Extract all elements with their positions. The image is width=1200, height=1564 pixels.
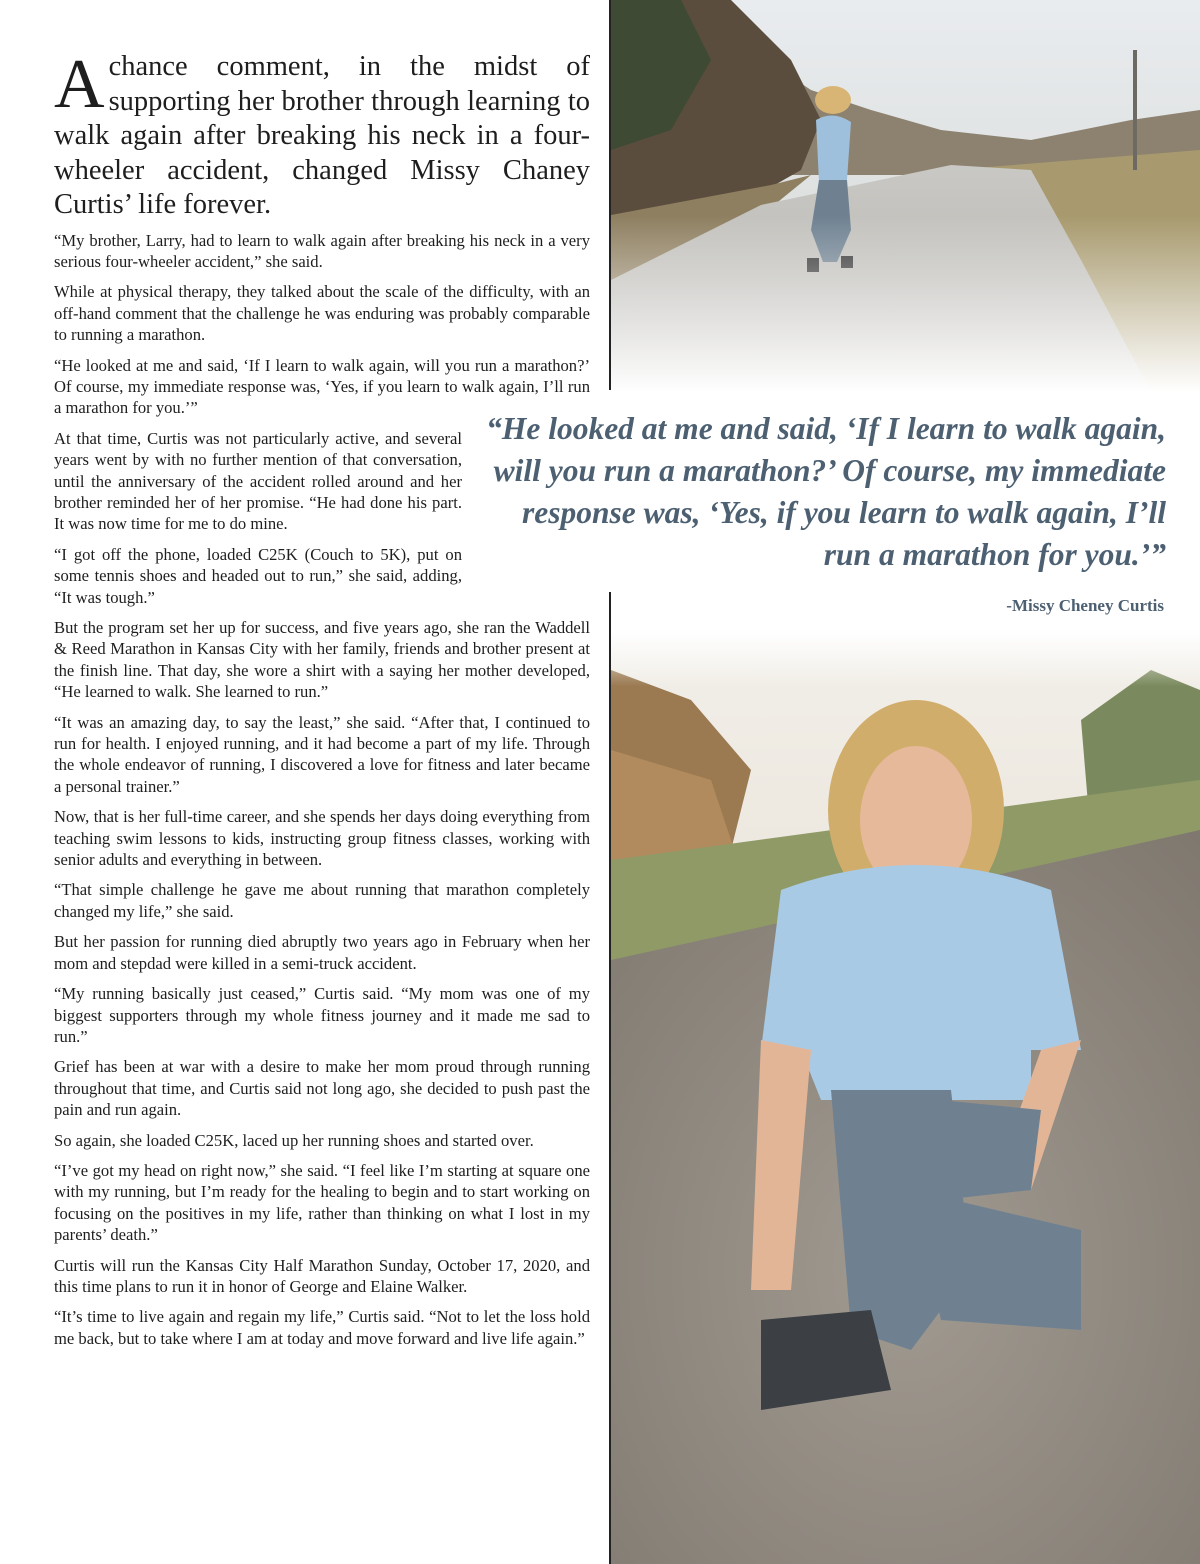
lead-text: chance comment, in the midst of supporting her brother through learning to walk again after breaking his neck in a four-wheeler accident, changed Missy Chaney Curtis’ life forever. bbox=[54, 51, 590, 220]
drop-cap: A bbox=[54, 46, 105, 123]
paragraph: “I got off the phone, loaded C25K (Couch to 5K), put on some tennis shoes and headed out to run,” she said, adding, “It was tough.” bbox=[54, 544, 462, 607]
paragraph: “That simple challenge he gave me about running that marathon completely changed my life,” she said. bbox=[54, 880, 590, 921]
pull-quote-attribution: -Missy Cheney Curtis bbox=[1006, 596, 1164, 615]
paragraph: While at physical therapy, they talked about the scale of the difficulty, with an off-hand comment that the challenge he was enduring was probably comparable to running a marathon. bbox=[54, 282, 590, 345]
paragraph: Curtis will run the Kansas City Half Marathon Sunday, October 17, 2020, and this time plans to run it in honor of George and Elaine Walker. bbox=[54, 1255, 590, 1296]
paragraph: “My brother, Larry, had to learn to walk again after breaking his neck in a very serious four-wheeler accident,” she said. bbox=[54, 230, 590, 271]
article-lead bbox=[54, 46, 590, 223]
paragraph: “He looked at me and said, ‘If I learn to walk again, will you run a marathon?’ Of course, my immediate response was, ‘Yes, if you learn to walk again, I’ll run a marathon for you.’” bbox=[54, 355, 590, 418]
paragraph: “I’ve got my head on right now,” she said. “I feel like I’m starting at square one with my running, but I’m ready for the healing to begin and to start working on focusing on the positives in my life, rather than thinking on what I lost in my parents’ death.” bbox=[54, 1160, 590, 1245]
pull-quote: “He looked at me and said, ‘If I learn to walk again, will you run a marathon?’ Of course, my immediate response was, ‘Yes, if you learn to walk again, I’ll run a marathon for you.’” bbox=[486, 411, 1166, 572]
paragraph: “It’s time to live again and regain my life,” Curtis said. “Not to let the loss hold me back, but to take where I am at today and move forward and live life again.” bbox=[54, 1307, 590, 1348]
paragraph: Now, that is her full-time career, and she spends her days doing everything from teaching swim lessons to kids, instructing group fitness classes, working with senior adults and everything in between. bbox=[54, 807, 590, 870]
paragraph: So again, she loaded C25K, laced up her running shoes and started over. bbox=[54, 1130, 534, 1150]
paragraph: But her passion for running died abruptly two years ago in February when her mom and stepdad were killed in a semi-truck accident. bbox=[54, 932, 590, 973]
paragraph: “My running basically just ceased,” Curtis said. “My mom was one of my biggest supporters through my whole fitness journey and it made me sad to run.” bbox=[54, 984, 590, 1046]
paragraph: Grief has been at war with a desire to make her mom proud through running throughout that time, and Curtis said not long ago, she decided to push past the pain and run again. bbox=[54, 1057, 590, 1120]
article-body bbox=[54, 46, 590, 1358]
running-photo bbox=[611, 0, 1200, 392]
paragraph: “It was an amazing day, to say the least,” she said. “After that, I continued to run for health. I enjoyed running, and it had become a part of my life. Through the whole endeavor of running, I discovered a love for fitness and later became a personal trainer.” bbox=[54, 712, 590, 796]
tying-shoe-photo bbox=[611, 630, 1200, 1564]
paragraph: At that time, Curtis was not particularly active, and several years went by with no further mention of that conversation, until the anniversary of the accident rolled around and her brother reminded her of her promise. “He had done his part. It was now time for me to do mine. bbox=[54, 428, 462, 534]
paragraph: But the program set her up for success, and five years ago, she ran the Waddell & Reed Marathon in Kansas City with her family, friends and brother present at the finish line. That day, she wore a shirt with a saying her mother developed, “He learned to walk. She learned to run.” bbox=[54, 618, 590, 702]
